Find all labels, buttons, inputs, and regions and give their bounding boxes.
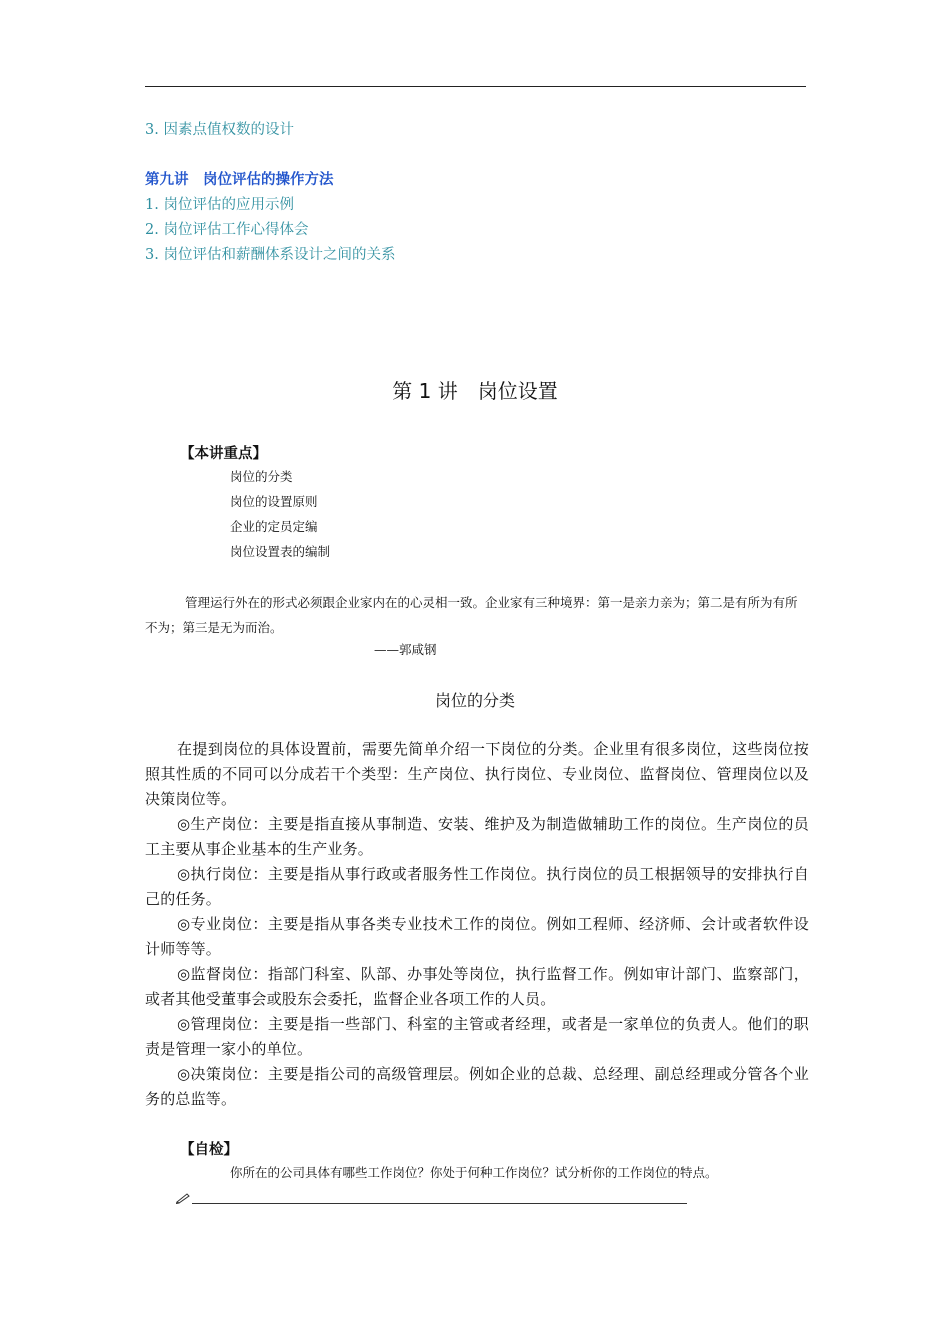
body-paragraph: ◎专业岗位：主要是指从事各类专业技术工作的岗位。例如工程师、经济师、会计或者软件设计师等等。 — [145, 915, 809, 958]
section-title: 岗位的分类 — [434, 691, 515, 710]
key-point-item: 岗位的分类 — [230, 469, 293, 484]
key-point-item: 岗位设置表的编制 — [230, 544, 331, 559]
answer-line[interactable] — [192, 1203, 687, 1204]
toc-item: 2. 岗位评估工作心得体会 — [145, 222, 309, 238]
key-point-item: 企业的定员定编 — [230, 519, 318, 534]
toc-item: 3. 岗位评估和薪酬体系设计之间的关系 — [145, 247, 396, 263]
key-point-item: 岗位的设置原则 — [230, 494, 318, 509]
body-paragraph: ◎监督岗位：指部门科室、队部、办事处等岗位，执行监督工作。例如审计部门、监察部门，或者其他受董事会或股东会委托，监督企业各项工作的人员。 — [145, 965, 809, 1008]
self-check-question: 你所在的公司具体有哪些工作岗位？你处于何种工作岗位？试分析你的工作岗位的特点。 — [230, 1165, 718, 1180]
toc-item: 1. 岗位评估的应用示例 — [145, 197, 294, 213]
lecture-title: 第 1 讲 岗位设置 — [392, 379, 558, 403]
quote-author: ——郭咸钢 — [374, 642, 437, 657]
pen-icon — [176, 1192, 190, 1204]
self-check-heading: 【自检】 — [180, 1142, 238, 1158]
body-paragraph: ◎生产岗位：主要是指直接从事制造、安装、维护及为制造做辅助工作的岗位。生产岗位的员工主要从事企业基本的生产业务。 — [145, 815, 809, 858]
key-points-heading: 【本讲重点】 — [180, 446, 267, 462]
toc-lecture9-heading: 第九讲 岗位评估的操作方法 — [145, 171, 334, 188]
body-paragraph: 在提到岗位的具体设置前，需要先简单介绍一下岗位的分类。企业里有很多岗位，这些岗位按照其性质的不同可以分成若干个类型：生产岗位、执行岗位、专业岗位、监督岗位、管理岗位以及决策岗位等。 — [145, 740, 809, 808]
body-paragraph: ◎执行岗位：主要是指从事行政或者服务性工作岗位。执行岗位的员工根据领导的安排执行自己的任务。 — [145, 865, 809, 908]
body-paragraph: ◎决策岗位：主要是指公司的高级管理层。例如企业的总裁、总经理、副总经理或分管各个业务的总监等。 — [145, 1065, 809, 1108]
toc-item: 3. 因素点值权数的设计 — [145, 122, 294, 138]
section-body — [145, 737, 809, 1112]
header-divider — [145, 86, 806, 87]
body-paragraph: ◎管理岗位：主要是指一些部门、科室的主管或者经理，或者是一家单位的负责人。他们的职责是管理一家小的单位。 — [145, 1015, 809, 1058]
quote-text: 管理运行外在的形式必须跟企业家内在的心灵相一致。企业家有三种境界：第一是亲力亲为；第二是有所为有所不为；第三是无为而治。 — [145, 595, 798, 635]
